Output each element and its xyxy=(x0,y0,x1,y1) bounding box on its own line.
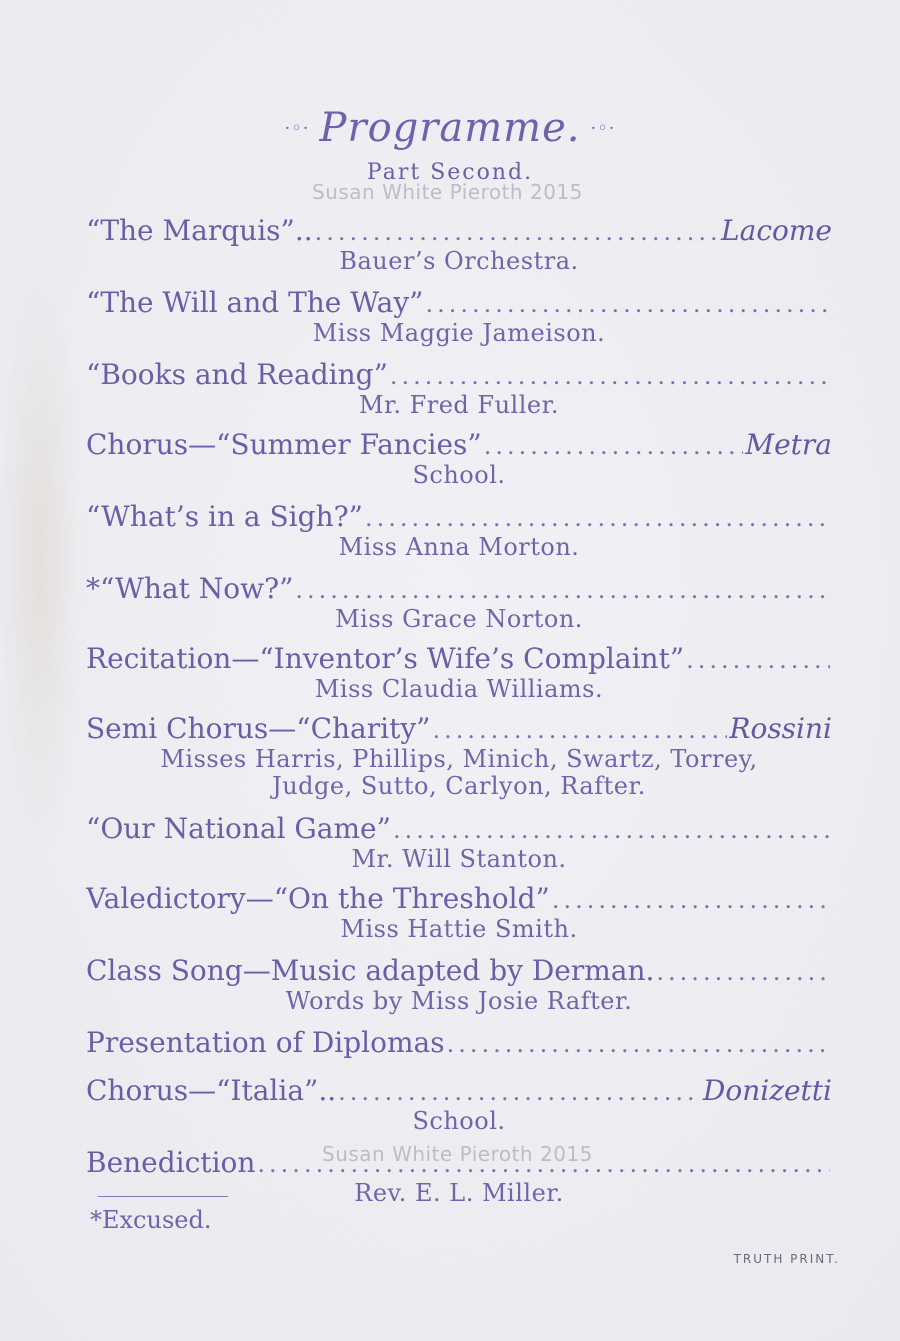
piece-title: “Our National Game” xyxy=(86,812,391,845)
programme-item xyxy=(86,1074,832,1135)
programme-item xyxy=(86,642,832,703)
piece-title: Chorus—“Summer Fancies” xyxy=(86,428,482,461)
leader-dots xyxy=(390,362,830,390)
piece-title: *“What Now?” xyxy=(86,572,294,605)
leader-dots xyxy=(425,290,830,318)
programme-item xyxy=(86,882,832,943)
programme-item xyxy=(86,428,832,489)
programme-item xyxy=(86,712,832,800)
performer: Words by Miss Josie Rafter. xyxy=(285,987,633,1015)
leader-dots xyxy=(257,1150,830,1178)
piece-title: Presentation of Diplomas xyxy=(86,1026,445,1059)
programme-item xyxy=(86,1146,832,1207)
performer: Mr. Fred Fuller. xyxy=(358,391,560,419)
leader-dots xyxy=(447,1030,830,1058)
performer: Bauer’s Orchestra. xyxy=(339,247,579,275)
performer: Miss Hattie Smith. xyxy=(340,915,578,943)
piece-title: “The Marquis”.. xyxy=(86,214,313,247)
composer: Donizetti xyxy=(702,1074,832,1107)
performer: Mr. Will Stanton. xyxy=(351,845,567,873)
programme-title-row xyxy=(0,98,900,158)
programme-item xyxy=(86,954,832,1015)
leader-dots xyxy=(338,1078,701,1106)
piece-title: Benediction xyxy=(86,1146,256,1179)
programme-title: Programme. xyxy=(319,105,581,151)
performer: Miss Maggie Jameison. xyxy=(312,319,606,347)
leader-dots xyxy=(656,958,830,986)
piece-title: “The Will and The Way” xyxy=(86,286,424,319)
programme-item xyxy=(86,214,832,275)
piece-title: Class Song—Music adapted by Derman. xyxy=(86,954,655,987)
piece-title: Recitation—“Inventor’s Wife’s Complaint” xyxy=(86,642,685,675)
performer: School. xyxy=(412,461,506,489)
watermark-bottom: Susan White Pieroth 2015 xyxy=(322,1142,593,1166)
watermark-top: Susan White Pieroth 2015 xyxy=(312,180,583,204)
piece-title: Semi Chorus—“Charity” xyxy=(86,712,431,745)
performer: School. xyxy=(412,1107,506,1135)
composer: Metra xyxy=(745,428,832,461)
programme-item xyxy=(86,1026,832,1060)
programme-item xyxy=(86,286,832,347)
footnote-rule xyxy=(98,1196,228,1197)
left-ornament-icon: ·◦· xyxy=(284,117,310,139)
leader-dots xyxy=(552,886,830,914)
piece-title: Chorus—“Italia”.. xyxy=(86,1074,337,1107)
programme-item xyxy=(86,572,832,633)
leader-dots xyxy=(365,504,830,532)
performer: Miss Grace Norton. xyxy=(335,605,583,633)
performer: Misses Harris, Phillips, Minich, Swartz, Torrey, xyxy=(160,745,758,773)
leader-dots xyxy=(315,218,719,246)
performer: Rev. E. L. Miller. xyxy=(354,1179,564,1207)
leader-dots xyxy=(686,646,830,674)
piece-title: “What’s in a Sigh?” xyxy=(86,500,363,533)
composer: Rossini xyxy=(729,712,832,745)
leader-dots xyxy=(432,716,727,744)
leader-dots xyxy=(295,576,830,604)
performer: Judge, Sutto, Carlyon, Rafter. xyxy=(272,772,646,800)
programme-item xyxy=(86,812,832,873)
composer: Lacome xyxy=(721,214,832,247)
leader-dots xyxy=(393,816,830,844)
printer-mark: TRUTH PRINT. xyxy=(733,1252,840,1266)
footnote: *Excused. xyxy=(90,1206,212,1234)
performer: Miss Anna Morton. xyxy=(338,533,580,561)
piece-title: Valedictory—“On the Threshold” xyxy=(86,882,550,915)
programme-item xyxy=(86,358,832,419)
right-ornament-icon: ·◦· xyxy=(590,117,616,139)
performer: Miss Claudia Williams. xyxy=(314,675,604,703)
piece-title: “Books and Reading” xyxy=(86,358,388,391)
leader-dots xyxy=(484,432,744,460)
programme-item xyxy=(86,500,832,561)
part-subtitle: Part Second. xyxy=(366,160,534,185)
